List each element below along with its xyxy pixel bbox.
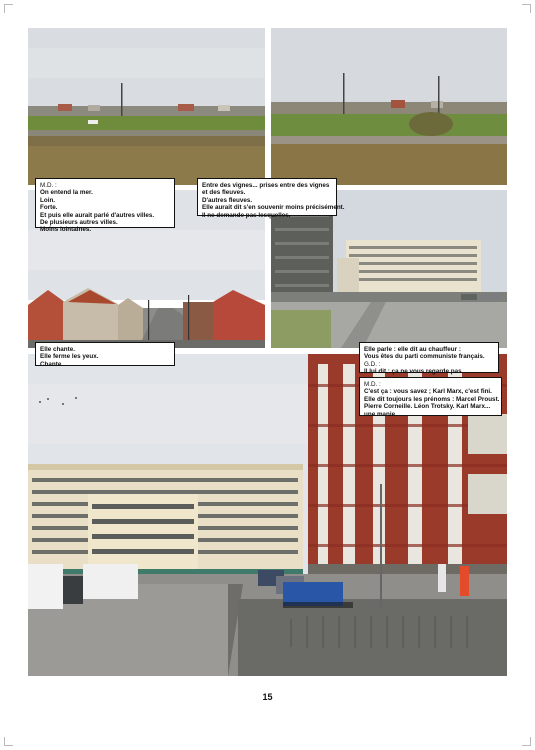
caption-line: Loin. <box>40 196 56 204</box>
caption-line: Pierre Corneille. Léon Trotsky. Karl Marx... <box>364 403 491 411</box>
caption-line: Forte. <box>40 204 58 212</box>
caption-marx <box>359 377 502 416</box>
caption-line: Elle parle : elle dit au chauffeur : <box>364 346 461 353</box>
page-number: 15 <box>262 692 273 702</box>
caption-line: Elle ferme les yeux. <box>40 353 99 361</box>
caption-speaker: G.D. : <box>364 360 381 368</box>
caption-driver <box>359 342 499 376</box>
caption-line: Il lui dit : ça ne vous regarde pas. <box>364 368 464 376</box>
caption-line: Elle chante. <box>40 346 75 353</box>
crop-mark-top-right <box>522 4 531 13</box>
field-with-bushes-photo <box>271 28 507 185</box>
caption-line: Elle dit toujours les prénoms : Marcel Proust. <box>364 395 500 403</box>
caption-vines <box>197 178 345 219</box>
caption-line: une manie... <box>364 410 401 418</box>
caption-line: Vous êtes du parti communiste français. <box>364 353 485 361</box>
field-and-houses-photo <box>28 28 265 185</box>
crop-mark-bottom-right <box>522 737 531 746</box>
caption-line: C'est ça : vous savez ; Karl Marx, c'est fini. <box>364 388 492 396</box>
caption-line: De plusieurs autres villes. <box>40 219 118 227</box>
caption-line: Elle aurait dit s'en souvenir moins précisément. <box>202 204 345 212</box>
crop-mark-top-left <box>4 4 13 13</box>
caption-line: Moins lointaines. <box>40 226 92 234</box>
caption-speaker: M.D. : <box>364 381 381 388</box>
caption-line: et des fleuves. <box>202 189 246 197</box>
caption-line: Chante. <box>40 360 64 368</box>
caption-sea <box>35 178 175 234</box>
caption-speaker: M.D. : <box>40 182 57 189</box>
caption-line: Il ne demande pas lesquelles. <box>202 211 291 219</box>
caption-line: D'autres fleuves. <box>202 196 253 204</box>
caption-sings <box>35 342 175 366</box>
crop-mark-bottom-left <box>4 737 13 746</box>
caption-line: Entre des vignes... prises entre des vignes <box>202 182 330 189</box>
caption-line: On entend la mer. <box>40 189 93 197</box>
caption-line: Et puis elle aurait parlé d'autres villes. <box>40 211 155 219</box>
